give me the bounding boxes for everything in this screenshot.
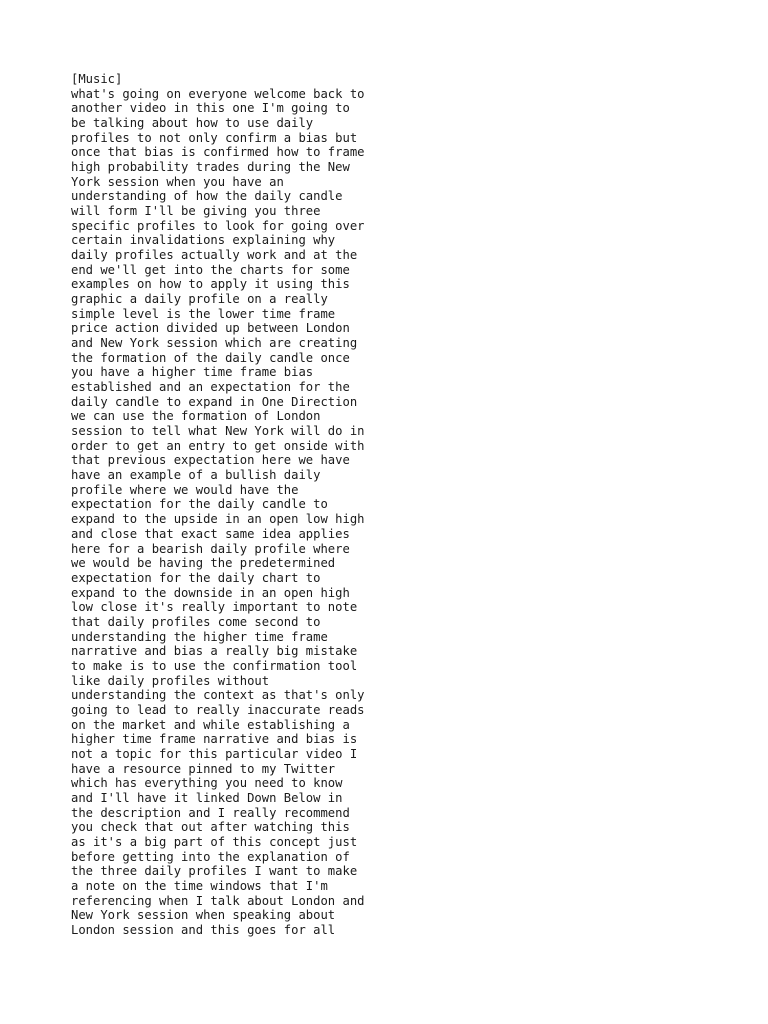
- transcript-line: session to tell what New York will do in: [71, 424, 365, 439]
- transcript-line: higher time frame narrative and bias is: [71, 732, 358, 747]
- transcript-line: expand to the upside in an open low high: [71, 512, 365, 527]
- transcript-line: have a resource pinned to my Twitter: [71, 761, 336, 776]
- transcript-line: New York session when speaking about: [71, 908, 336, 923]
- transcript-line: established and an expectation for the: [71, 380, 350, 395]
- transcript-line: and I'll have it linked Down Below in: [71, 790, 343, 805]
- transcript-line: expectation for the daily chart to: [71, 570, 321, 585]
- transcript-line: once that bias is confirmed how to frame: [71, 145, 365, 160]
- transcript-line: the description and I really recommend: [71, 805, 350, 820]
- transcript-line: and New York session which are creating: [71, 336, 358, 351]
- transcript-line: simple level is the lower time frame: [71, 306, 336, 321]
- transcript-line: low close it's really important to note: [71, 600, 358, 615]
- transcript-line: going to lead to really inaccurate reads: [71, 702, 365, 717]
- transcript-line: we would be having the predetermined: [71, 556, 336, 571]
- transcript-line: graphic a daily profile on a really: [71, 292, 328, 307]
- transcript-line: another video in this one I'm going to: [71, 101, 350, 116]
- transcript-line: referencing when I talk about London and: [71, 893, 365, 908]
- transcript-line: and close that exact same idea applies: [71, 526, 350, 541]
- transcript-line: York session when you have an: [71, 174, 284, 189]
- transcript-line: London session and this goes for all: [71, 922, 336, 937]
- transcript-line: understanding of how the daily candle: [71, 189, 343, 204]
- transcript-line: you have a higher time frame bias: [71, 365, 314, 380]
- transcript-line: to make is to use the confirmation tool: [71, 658, 358, 673]
- transcript-line: will form I'll be giving you three: [71, 204, 321, 219]
- transcript-line: [Music]: [71, 72, 123, 86]
- transcript-line: as it's a big part of this concept just: [71, 834, 358, 849]
- transcript-line: you check that out after watching this: [71, 820, 350, 835]
- transcript-line: not a topic for this particular video I: [71, 746, 358, 761]
- transcript-line: have an example of a bullish daily: [71, 468, 321, 483]
- transcript-line: the formation of the daily candle once: [71, 350, 350, 365]
- transcript-text-block: [71, 72, 365, 938]
- transcript-line: on the market and while establishing a: [71, 717, 350, 732]
- transcript-line: profile where we would have the: [71, 482, 299, 497]
- transcript-line: what's going on everyone welcome back to: [71, 86, 365, 101]
- transcript-line: order to get an entry to get onside with: [71, 438, 365, 453]
- transcript-line: understanding the higher time frame: [71, 629, 328, 644]
- transcript-line: narrative and bias a really big mistake: [71, 644, 358, 659]
- transcript-line: a note on the time windows that I'm: [71, 878, 328, 893]
- transcript-line: be talking about how to use daily: [71, 116, 314, 131]
- transcript-line: profiles to not only confirm a bias but: [71, 130, 358, 145]
- transcript-line: high probability trades during the New: [71, 160, 350, 175]
- transcript-line: we can use the formation of London: [71, 409, 321, 424]
- transcript-line: expand to the downside in an open high: [71, 585, 350, 600]
- transcript-line: the three daily profiles I want to make: [71, 864, 358, 879]
- transcript-line: expectation for the daily candle to: [71, 497, 328, 512]
- transcript-line: examples on how to apply it using this: [71, 277, 350, 292]
- transcript-line: here for a bearish daily profile where: [71, 541, 350, 556]
- transcript-line: certain invalidations explaining why: [71, 233, 336, 248]
- transcript-line: that daily profiles come second to: [71, 614, 321, 629]
- transcript-line: daily candle to expand in One Direction: [71, 394, 358, 409]
- transcript-line: end we'll get into the charts for some: [71, 262, 350, 277]
- transcript-line: understanding the context as that's only: [71, 688, 365, 703]
- transcript-line: daily profiles actually work and at the: [71, 248, 358, 263]
- transcript-line: which has everything you need to know: [71, 776, 343, 791]
- transcript-line: price action divided up between London: [71, 321, 350, 336]
- transcript-line: specific profiles to look for going over: [71, 218, 365, 233]
- transcript-line: like daily profiles without: [71, 673, 270, 688]
- transcript-line: that previous expectation here we have: [71, 453, 350, 468]
- transcript-line: before getting into the explanation of: [71, 849, 350, 864]
